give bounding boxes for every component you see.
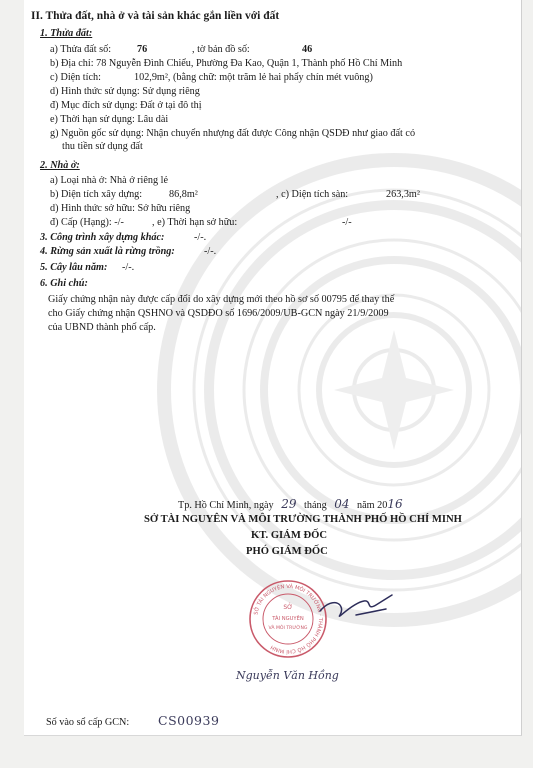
land-area-label: c) Diện tích: xyxy=(50,72,101,83)
notes-heading: 6. Ghi chú: xyxy=(40,278,88,289)
notes-line-3: của UBND thành phố cấp. xyxy=(48,322,156,333)
parcel-number-label: a) Thửa đất số: xyxy=(50,44,112,55)
perennial-trees-heading: 5. Cây lâu năm: xyxy=(40,262,108,273)
issue-month-label: tháng xyxy=(304,500,327,511)
building-area-value: 86,8m² xyxy=(169,189,198,200)
house-type: a) Loại nhà ở: Nhà ở riêng lẻ xyxy=(50,175,168,186)
land-use-purpose: đ) Mục đích sử dụng: Đất ở tại đô thị xyxy=(50,100,202,111)
deputy-director-title: PHÓ GIÁM ĐỐC xyxy=(246,546,328,557)
land-area-value: 102,9m², (bằng chữ: một trăm lẻ hai phẩy chín mét vuông) xyxy=(134,72,373,83)
land-address: b) Địa chỉ: 78 Nguyễn Đình Chiểu, Phường Đa Kao, Quận 1, Thành phố Hồ Chí Minh xyxy=(50,58,403,69)
gcn-register-label: Số vào sổ cấp GCN: xyxy=(46,717,130,728)
svg-text:TÀI NGUYÊN: TÀI NGUYÊN xyxy=(272,616,304,622)
plantation-forest-value: -/-. xyxy=(204,246,217,257)
director-signature xyxy=(316,575,396,625)
svg-text:SỞ TÀI NGUYÊN VÀ MÔI TRƯỜNG ·: SỞ TÀI NGUYÊN VÀ MÔI TRƯỜNG · THÀNH PHỐ HỒ CHÍ MINH xyxy=(253,583,324,655)
land-use-term: e) Thời hạn sử dụng: Lâu dài xyxy=(50,114,169,125)
map-sheet-number: 46 xyxy=(302,44,313,55)
issue-year: 16 xyxy=(387,497,403,511)
map-sheet-label: , tờ bản đồ số: xyxy=(192,44,250,55)
land-origin-cont: thu tiền sử dụng đất xyxy=(62,141,143,152)
land-use-form: d) Hình thức sử dụng: Sử dụng riêng xyxy=(50,86,200,97)
plantation-forest-heading: 4. Rừng sản xuất là rừng trồng: xyxy=(40,246,175,257)
house-section-heading: 2. Nhà ở: xyxy=(40,160,80,171)
notes-line-1: Giấy chứng nhận này được cấp đổi do xây dựng mới theo hồ sơ số 00795 để thay thế xyxy=(48,294,395,305)
land-origin: g) Nguồn gốc sử dụng: Nhận chuyển nhượng đất được Công nhận QSDĐ như giao đất có xyxy=(50,128,416,139)
issuing-department: SỞ TÀI NGUYÊN VÀ MÔI TRƯỜNG THÀNH PHỐ HỒ CHÍ MINH xyxy=(144,514,462,525)
issue-day: 29 xyxy=(281,497,297,511)
svg-text:SỞ: SỞ xyxy=(283,604,293,611)
certificate-sheet xyxy=(24,0,522,736)
notes-line-2: cho Giấy chứng nhận QSHNO và QSDĐO số 1696/2009/UB-GCN ngày 21/9/2009 xyxy=(48,308,389,319)
acting-director: KT. GIÁM ĐỐC xyxy=(251,530,328,541)
ownership-form: d) Hình thức sở hữu: Sở hữu riêng xyxy=(50,203,191,214)
issue-place-date xyxy=(178,498,403,512)
land-section-heading: 1. Thửa đất: xyxy=(40,28,93,39)
other-construction-heading: 3. Công trình xây dựng khác: xyxy=(40,232,165,243)
floor-area-label: , c) Diện tích sàn: xyxy=(276,189,349,200)
svg-text:VÀ MÔI TRƯỜNG: VÀ MÔI TRƯỜNG xyxy=(268,626,308,631)
house-grade: đ) Cấp (Hạng): -/- xyxy=(50,217,124,228)
other-construction-value: -/-. xyxy=(194,232,207,243)
issue-place: Tp. Hồ Chí Minh, ngày xyxy=(178,500,274,511)
signer-name: Nguyễn Văn Hồng xyxy=(236,669,339,682)
issue-year-label: năm 20 xyxy=(357,500,388,511)
section-title: II. Thửa đất, nhà ở và tài sản khác gắn liền với đất xyxy=(31,10,280,22)
ownership-term-label: , e) Thời hạn sở hữu: xyxy=(152,217,238,228)
gcn-register-number: CS00939 xyxy=(158,713,220,728)
building-area-label: b) Diện tích xây dựng: xyxy=(50,189,143,200)
ownership-term-value: -/- xyxy=(342,217,352,228)
issue-month: 04 xyxy=(334,497,350,511)
floor-area-value: 263,3m² xyxy=(386,189,420,200)
parcel-number: 76 xyxy=(137,44,148,55)
perennial-trees-value: -/-. xyxy=(122,262,135,273)
